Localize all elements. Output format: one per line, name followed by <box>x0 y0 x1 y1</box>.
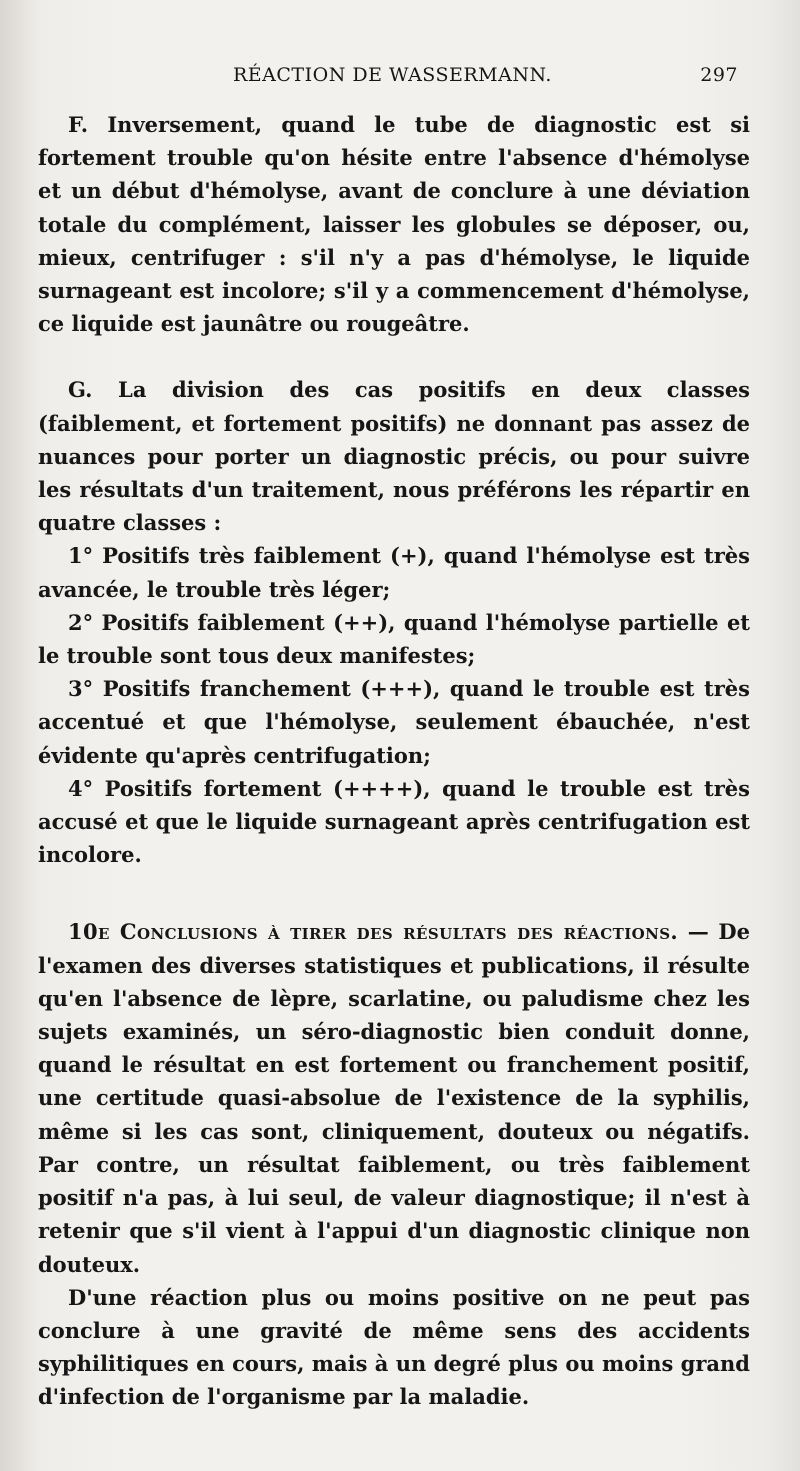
page-number: 297 <box>700 64 738 86</box>
class-4-item: 4° Positifs fortement (++++), quand le trouble est très accusé et que le liquide surnageant après centrifugation est incolore. <box>38 775 750 868</box>
running-title: RÉACTION DE WASSERMANN. <box>233 64 552 86</box>
conclusions-body: — De l'examen des diverses statistiques et publications, il résulte qu'en l'absence de lèpre, scarlatine, ou paludisme chez les sujets examinés, un séro-diagnostic bien conduit donne, quand le résultat en est fortement ou franchement positif, une certitude quasi-absolue de l'existence de la syphilis, même si les cas sont, cliniquement, douteux ou négatifs. Par contre, un résultat faiblement, ou très faiblement positif n'a pas, à lui seul, de valeur diagnostique; il n'est à retenir que s'il vient à l'appui d'un diagnostic clinique non douteux. <box>38 919 750 1277</box>
page-body <box>38 108 750 1414</box>
paragraph-g: G. La division des cas positifs en deux classes (faiblement, et fortement positifs) ne donnant pas assez de nuances pour porter un diagnostic précis, ou pour suivre les résultats d'un traitement, nous préférons les répartir en quatre classes : <box>38 377 750 536</box>
paragraph-f: F. Inversement, quand le tube de diagnostic est si fortement trouble qu'on hésite entre l'absence d'hémolyse et un début d'hémolyse, avant de conclure à une déviation totale du complément, laisser les globules se déposer, ou, mieux, centrifuger : s'il n'y a pas d'hémolyse, le liquide surnageant est incolore; s'il y a commencement d'hémolyse, ce liquide est jaunâtre ou rougeâtre. <box>38 112 750 337</box>
class-1-item: 1° Positifs très faiblement (+), quand l'hémolyse est très avancée, le trouble très léger; <box>38 543 750 602</box>
class-2-item: 2° Positifs faiblement (++), quand l'hémolyse partielle et le trouble sont tous deux manifestes; <box>38 609 750 669</box>
conclusions-heading: 10e Conclusions à tirer des résultats des réactions. <box>68 919 679 945</box>
class-3-item: 3° Positifs franchement (+++), quand le trouble est très accentué et que l'hémolyse, seulement ébauchée, n'est évidente qu'après centrifugation; <box>38 676 750 768</box>
paragraph-conclusions <box>38 915 750 1280</box>
paragraph-last: D'une réaction plus ou moins positive on ne peut pas conclure à une gravité de même sens des accidents syphilitiques en cours, mais à un degré plus ou moins grand d'infection de l'organisme par la maladie. <box>38 1284 750 1410</box>
running-head <box>38 60 738 90</box>
